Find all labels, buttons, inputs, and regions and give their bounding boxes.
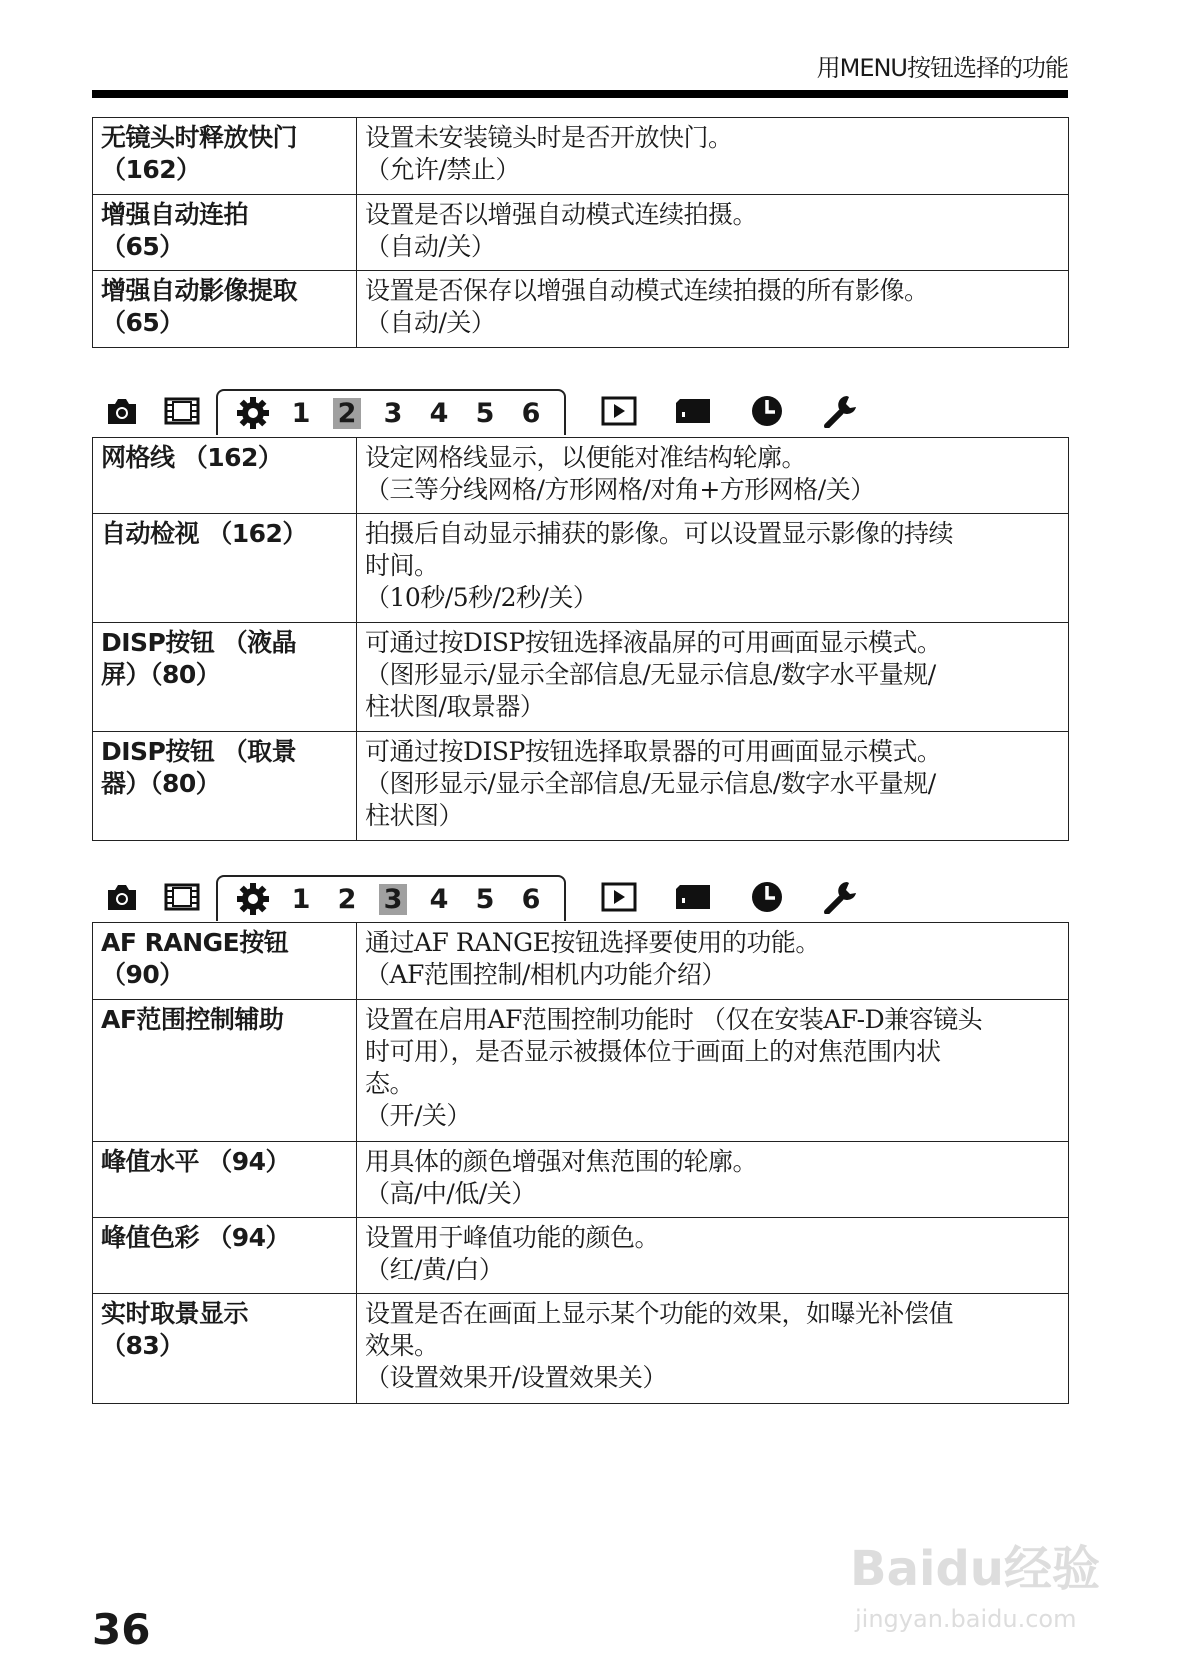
tab-page-5[interactable]: 5	[475, 883, 495, 915]
text-line: 设置是否在画面上显示某个功能的效果，如曝光补偿值	[365, 1299, 954, 1328]
text-line: 柱状图/取景器）	[365, 692, 545, 721]
setting-description	[357, 1000, 1069, 1142]
menu-tab-bar-2	[92, 873, 992, 921]
setting-name	[93, 438, 357, 514]
tab-page-5[interactable]: 5	[475, 397, 495, 429]
table-row	[93, 438, 1069, 514]
text-line: （自动/关）	[365, 308, 496, 337]
tab-page-2[interactable]: 2	[333, 398, 361, 429]
tab-page-3[interactable]: 3	[383, 397, 403, 429]
text-line: 时间。	[365, 551, 439, 580]
custom-settings-tab-group	[216, 389, 566, 435]
table-row	[93, 1218, 1069, 1294]
table-row	[93, 1142, 1069, 1218]
setting-name	[93, 514, 357, 623]
text-line: 通过AF RANGE按钮选择要使用的功能。	[365, 928, 820, 957]
text-line: （65）	[101, 232, 184, 261]
tab-page-3[interactable]: 3	[379, 884, 407, 915]
settings-table-2	[92, 437, 1069, 841]
text-line: （高/中/低/关）	[365, 1179, 536, 1208]
text-line: （162）	[101, 155, 201, 184]
play-icon[interactable]	[582, 882, 656, 912]
text-line: 峰值色彩 （94）	[101, 1223, 290, 1252]
clock-icon[interactable]	[730, 880, 804, 914]
card-icon[interactable]	[656, 883, 730, 911]
setting-name	[93, 923, 357, 1000]
text-line: DISP按钮 （取景	[101, 737, 297, 766]
movie-icon[interactable]	[152, 882, 212, 912]
text-line: （自动/关）	[365, 232, 496, 261]
setting-description	[357, 923, 1069, 1000]
text-line: 设置未安装镜头时是否开放快门。	[365, 123, 733, 152]
wrench-icon[interactable]	[804, 394, 878, 428]
text-line: （10秒/5秒/2秒/关）	[365, 583, 598, 612]
text-line: 效果。	[365, 1331, 439, 1360]
text-line: （AF范围控制/相机内功能介绍）	[365, 960, 726, 989]
card-icon[interactable]	[656, 397, 730, 425]
table-row	[93, 195, 1069, 271]
header-rule	[92, 90, 1068, 98]
setting-description	[357, 271, 1069, 348]
text-line: 实时取景显示	[101, 1299, 249, 1328]
text-line: DISP按钮 （液晶	[101, 628, 297, 657]
text-line: 无镜头时释放快门	[101, 123, 298, 152]
text-line: （允许/禁止）	[365, 155, 520, 184]
gear-icon[interactable]	[228, 882, 278, 916]
watermark-url: jingyan.baidu.com	[855, 1605, 1077, 1633]
text-line: （红/黄/白）	[365, 1255, 504, 1284]
setting-name	[93, 195, 357, 271]
setting-description	[357, 1142, 1069, 1218]
text-line: 器）（80）	[101, 769, 221, 798]
text-line: 时可用），是否显示被摄体位于画面上的对焦范围内状	[365, 1037, 941, 1066]
table-row	[93, 923, 1069, 1000]
text-line: 可通过按DISP按钮选择取景器的可用画面显示模式。	[365, 737, 942, 766]
camera-icon[interactable]	[92, 882, 152, 912]
tab-page-4[interactable]: 4	[429, 397, 449, 429]
settings-table-3	[92, 922, 1069, 1404]
camera-icon[interactable]	[92, 396, 152, 426]
text-line: （图形显示/显示全部信息/无显示信息/数字水平量规/	[365, 769, 936, 798]
wrench-icon[interactable]	[804, 880, 878, 914]
text-line: （90）	[101, 960, 184, 989]
watermark-logo: Baidu经验	[850, 1541, 1100, 1597]
setting-name	[93, 623, 357, 732]
setting-name	[93, 732, 357, 841]
play-icon[interactable]	[582, 396, 656, 426]
text-line: （83）	[101, 1331, 184, 1360]
text-line: 设置在启用AF范围控制功能时 （仅在安装AF-D兼容镜头	[365, 1005, 983, 1034]
tab-page-1[interactable]: 1	[291, 397, 311, 429]
table-row	[93, 514, 1069, 623]
setting-description	[357, 438, 1069, 514]
text-line: 设置是否保存以增强自动模式连续拍摄的所有影像。	[365, 276, 929, 305]
table-row	[93, 623, 1069, 732]
setting-name	[93, 1294, 357, 1404]
table-row	[93, 732, 1069, 841]
setting-description	[357, 118, 1069, 195]
setting-description	[357, 514, 1069, 623]
clock-icon[interactable]	[730, 394, 804, 428]
text-line: AF范围控制辅助	[101, 1005, 284, 1034]
page-number: 36	[92, 1605, 151, 1654]
section-header: 用MENU按钮选择的功能	[816, 54, 1068, 82]
text-line: 网格线 （162）	[101, 443, 283, 472]
text-line: 设定网格线显示，以便能对准结构轮廓。	[365, 443, 807, 472]
text-line: 增强自动连拍	[101, 200, 249, 229]
text-line: 用具体的颜色增强对焦范围的轮廓。	[365, 1147, 758, 1176]
text-line: 态。	[365, 1069, 415, 1098]
menu-tab-bar-1	[92, 387, 992, 435]
text-line: 设置用于峰值功能的颜色。	[365, 1223, 660, 1252]
movie-icon[interactable]	[152, 396, 212, 426]
tab-page-6[interactable]: 6	[521, 883, 541, 915]
text-line: （设置效果开/设置效果关）	[365, 1363, 667, 1392]
table-row	[93, 118, 1069, 195]
gear-icon[interactable]	[228, 396, 278, 430]
text-line: （图形显示/显示全部信息/无显示信息/数字水平量规/	[365, 660, 936, 689]
setting-description	[357, 1294, 1069, 1404]
setting-name	[93, 1142, 357, 1218]
setting-name	[93, 1000, 357, 1142]
text-line: 自动检视 （162）	[101, 519, 307, 548]
tab-page-4[interactable]: 4	[429, 883, 449, 915]
setting-name	[93, 1218, 357, 1294]
table-row	[93, 271, 1069, 348]
text-line: 可通过按DISP按钮选择液晶屏的可用画面显示模式。	[365, 628, 942, 657]
text-line: 增强自动影像提取	[101, 276, 298, 305]
setting-name	[93, 118, 357, 195]
text-line: （65）	[101, 308, 184, 337]
text-line: AF RANGE按钮	[101, 928, 289, 957]
setting-description	[357, 732, 1069, 841]
text-line: （开/关）	[365, 1101, 471, 1130]
settings-table-1	[92, 117, 1069, 348]
tab-page-2[interactable]: 2	[337, 883, 357, 915]
table-row	[93, 1000, 1069, 1142]
text-line: 屏）（80）	[101, 660, 221, 689]
tab-page-6[interactable]: 6	[521, 397, 541, 429]
custom-settings-tab-group	[216, 875, 566, 921]
text-line: 拍摄后自动显示捕获的影像。可以设置显示影像的持续	[365, 519, 954, 548]
text-line: 峰值水平 （94）	[101, 1147, 290, 1176]
setting-description	[357, 1218, 1069, 1294]
setting-description	[357, 623, 1069, 732]
text-line: （三等分线网格/方形网格/对角+方形网格/关）	[365, 475, 875, 504]
table-row	[93, 1294, 1069, 1404]
text-line: 设置是否以增强自动模式连续拍摄。	[365, 200, 758, 229]
setting-name	[93, 271, 357, 348]
text-line: 柱状图）	[365, 801, 464, 830]
tab-page-1[interactable]: 1	[291, 883, 311, 915]
setting-description	[357, 195, 1069, 271]
